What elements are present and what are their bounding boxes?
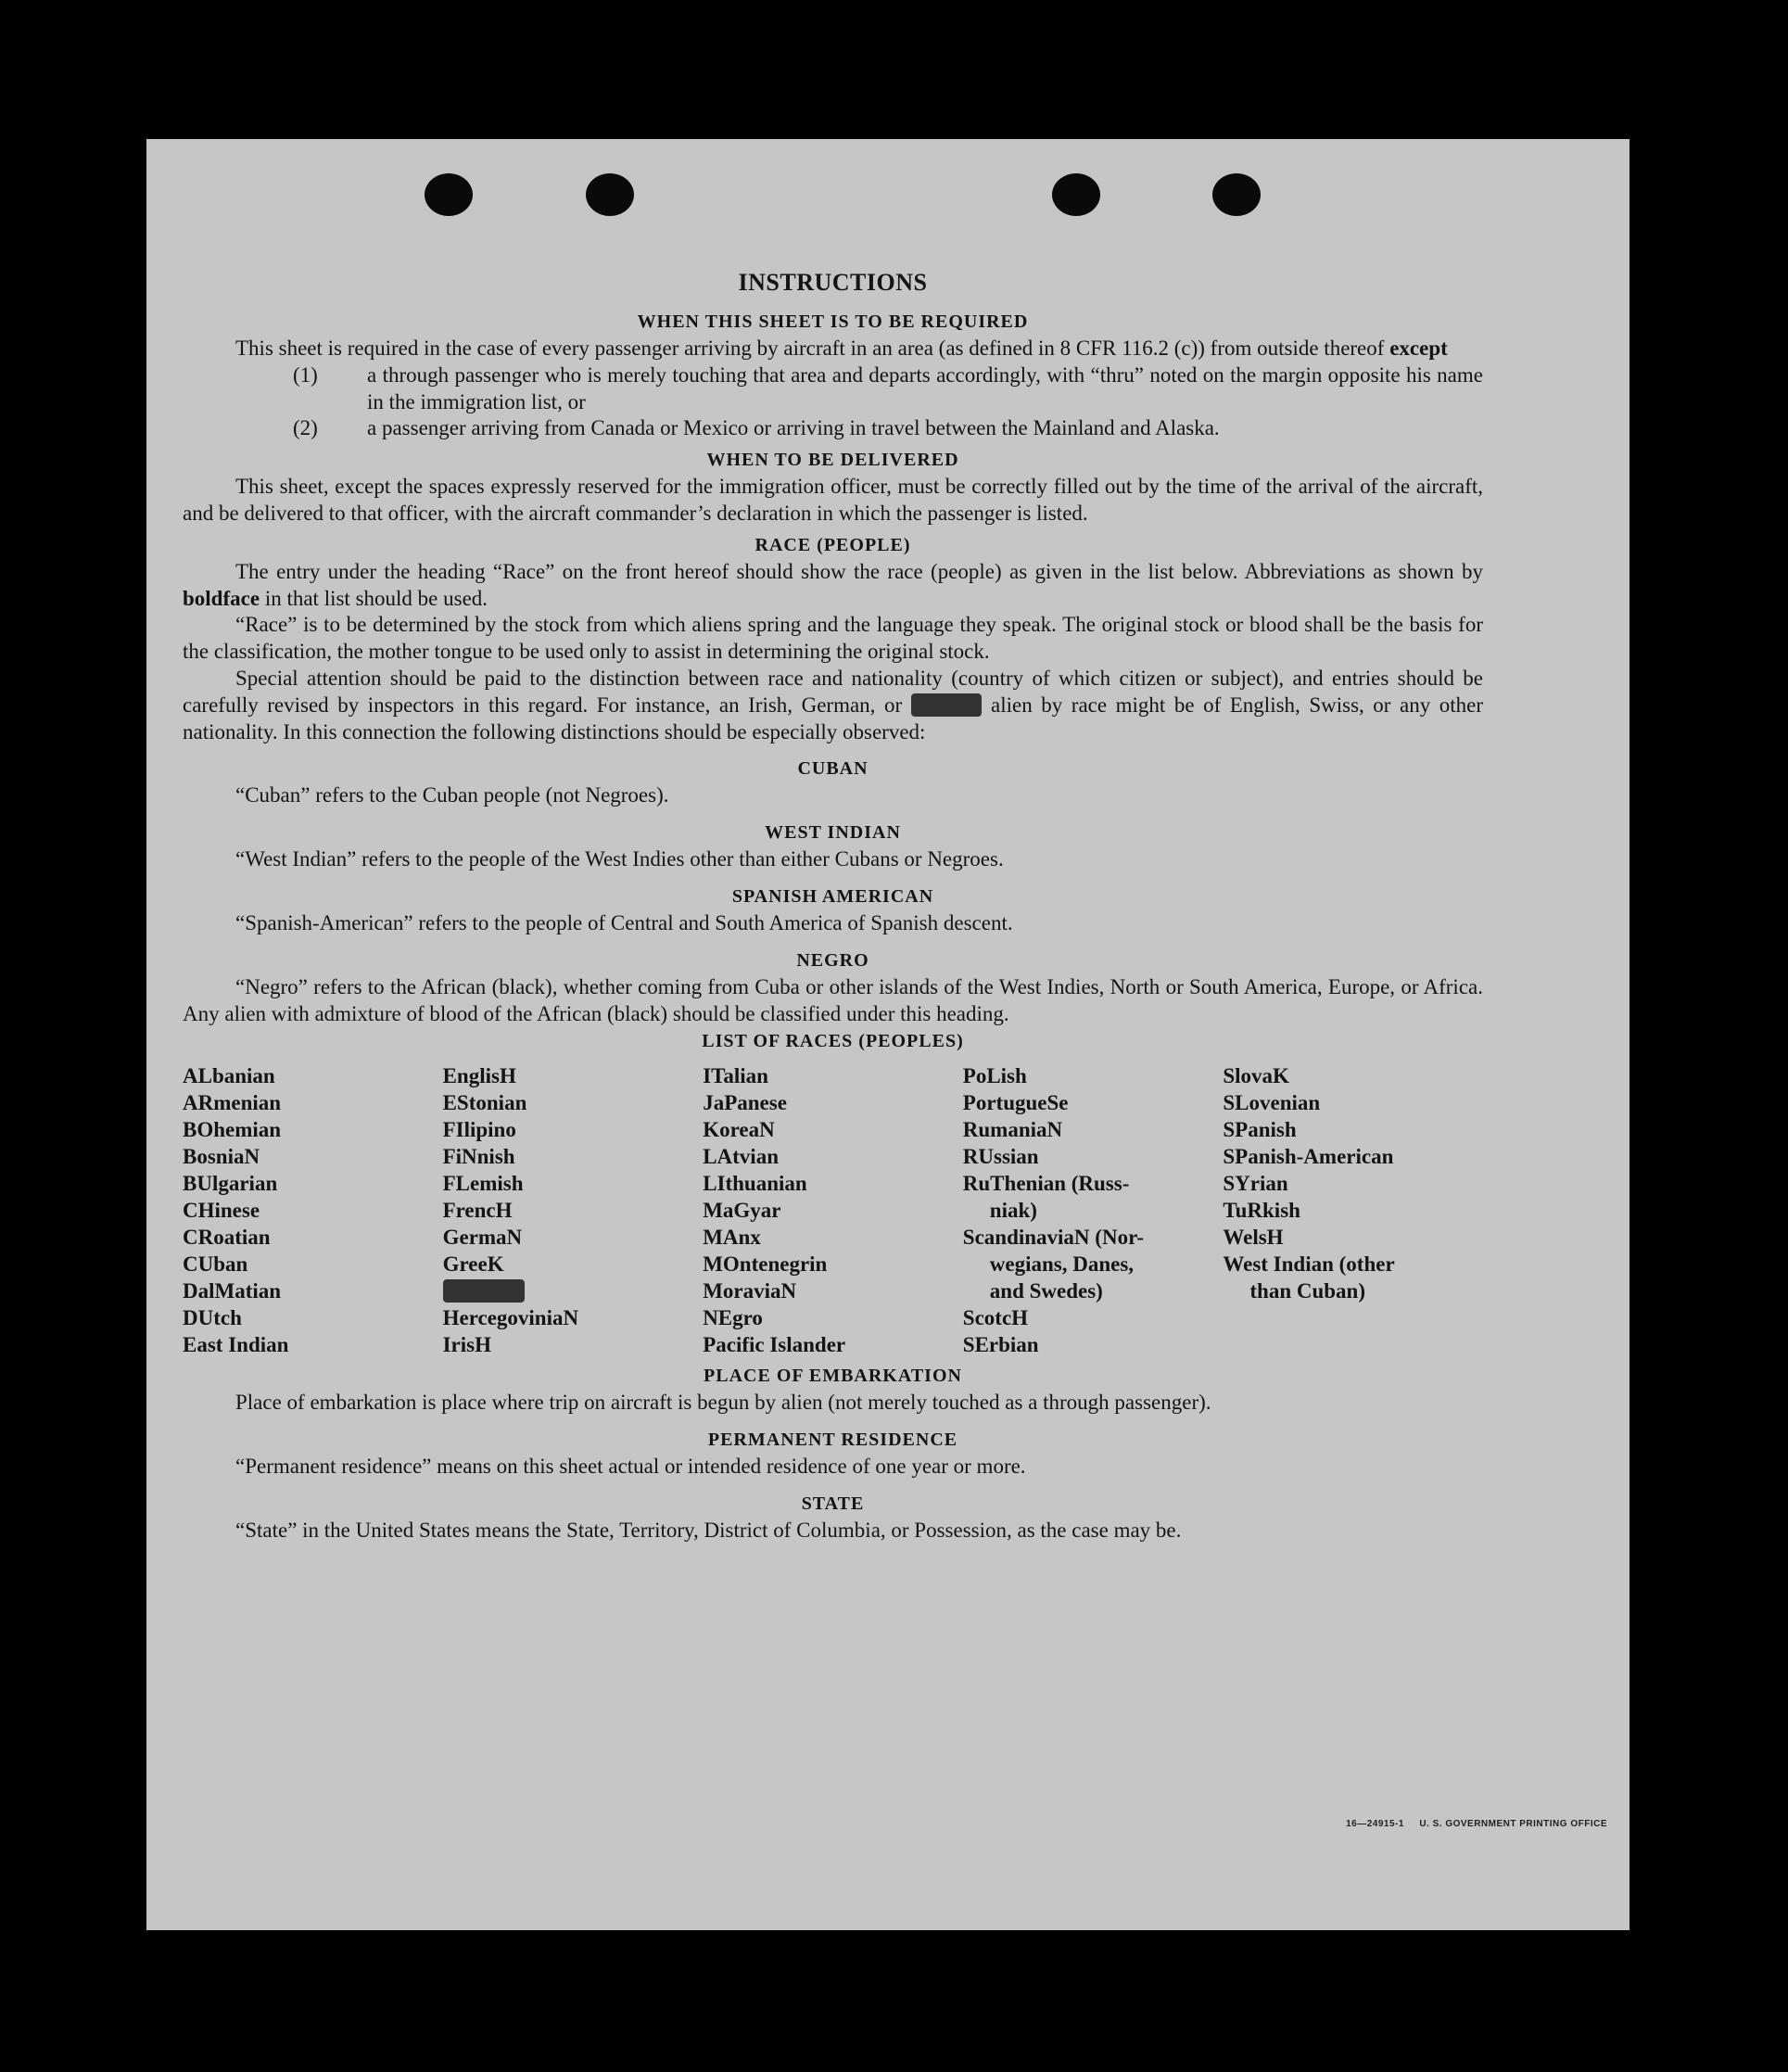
embarkation-text: Place of embarkation is place where trip on aircraft is begun by alien (not merely touched as a through passenger). xyxy=(235,1391,1211,1415)
race-entry: LIthuanian xyxy=(703,1172,807,1196)
race-entry: FrencH xyxy=(442,1199,513,1223)
race-entry: IrisH xyxy=(442,1333,491,1357)
race-entry: CRoatian xyxy=(183,1226,271,1250)
race-entry: FiNnish xyxy=(442,1145,515,1169)
race-paragraph-2: “Race” is to be determined by the stock from which aliens spring and the language they speak. The original stock or blood shall be the basis for the classification, the mother tongue to be used only to assist in determining the original stock. xyxy=(183,613,1483,664)
race-entry: MoraviaN xyxy=(703,1279,797,1303)
instructions-body xyxy=(183,269,1483,1544)
race-entry: wegians, Danes, xyxy=(989,1252,1135,1277)
race-entry: BosniaN xyxy=(183,1145,260,1169)
race-column-4 xyxy=(963,1062,1224,1358)
race-entry: PortugueSe xyxy=(962,1091,1069,1115)
redacted-word: HebreW xyxy=(444,1279,523,1303)
west-indian-text: “West Indian” refers to the people of the West Indies other than either Cubans or Negroes. xyxy=(235,847,1004,871)
heading-state: STATE xyxy=(801,1493,865,1514)
race-entry: SlovaK xyxy=(1223,1064,1289,1088)
heading-race: RACE (PEOPLE) xyxy=(755,534,911,555)
negro-text: “Negro” refers to the African (black), whether coming from Cuba or other islands of the West Indies, North or South America, Europe, or Africa. Any alien with admixture of blood of the African (black) should be classified under this heading. xyxy=(183,974,1483,1025)
race-entry: FLemish xyxy=(442,1172,524,1196)
race-paragraph-1: The entry under the heading “Race” on the front hereof should show the race (people) as given in the list below. Abbreviations as shown by boldface in that list should be used. xyxy=(183,559,1483,610)
race-entry: WelsH xyxy=(1223,1226,1284,1250)
race-entry: HercegoviniaN xyxy=(442,1306,579,1330)
race-paragraph-3: Special attention should be paid to the distinction between race and nationality (country of which citizen or subject), and entries should be carefully revised by inspectors in this regard. For instance, an Irish, German, or Hebrew alien by race might be of English, Swiss, or any other nationality. In this connection the following distinctions should be especially observed: xyxy=(183,666,1484,744)
race-entry: MAnx xyxy=(703,1226,761,1250)
redacted-word: Hebrew xyxy=(912,693,981,717)
race-entry: DalMatian xyxy=(183,1279,282,1303)
race-column-3 xyxy=(703,1062,963,1358)
race-entry: RumaniaN xyxy=(962,1118,1063,1142)
race-entry: EStonian xyxy=(442,1091,527,1115)
race-entry: EnglisH xyxy=(442,1064,516,1088)
page-title: INSTRUCTIONS xyxy=(738,269,928,296)
race-entry: ARmenian xyxy=(183,1091,282,1115)
race-entry: MaGyar xyxy=(703,1199,781,1223)
race-entry: LAtvian xyxy=(703,1145,779,1169)
heading-list-of-races: LIST OF RACES (PEOPLES) xyxy=(702,1031,964,1052)
race-entry: East Indian xyxy=(183,1333,289,1357)
race-entry: ScotcH xyxy=(962,1306,1029,1330)
punch-hole xyxy=(425,173,473,216)
heading-permanent-residence: PERMANENT RESIDENCE xyxy=(707,1430,958,1451)
race-entry: niak) xyxy=(989,1199,1037,1223)
when-required-intro: This sheet is required in the case of every passenger arriving by aircraft in an area (as defined in 8 CFR 116.2 (c)) from outside thereof except xyxy=(235,337,1448,360)
race-entry: CHinese xyxy=(183,1199,260,1223)
race-entry: Pacific Islander xyxy=(703,1333,846,1357)
race-entry: SErbian xyxy=(962,1333,1039,1357)
race-entry: GreeK xyxy=(442,1252,504,1277)
race-list xyxy=(183,1062,1483,1358)
heading-west-indian: WEST INDIAN xyxy=(765,822,901,844)
document-page xyxy=(146,139,1629,1930)
race-entry: MOntenegrin xyxy=(703,1252,828,1277)
race-entry: CUban xyxy=(183,1252,248,1277)
race-entry: NEgro xyxy=(703,1306,763,1330)
heading-spanish-american: SPANISH AMERICAN xyxy=(731,885,934,907)
heading-cuban: CUBAN xyxy=(797,758,869,780)
race-entry: than Cuban) xyxy=(1249,1279,1366,1303)
printer-imprint: 16—24915-1 U. S. GOVERNMENT PRINTING OFFICE xyxy=(1346,1819,1607,1829)
state-text: “State” in the United States means the State, Territory, District of Columbia, or Possession, as the case may be. xyxy=(235,1518,1182,1542)
punch-hole xyxy=(586,173,634,216)
race-column-5 xyxy=(1223,1062,1483,1358)
exception-item-1: (1) a through passenger who is merely touching that area and departs accordingly, with “thru” noted on the margin opposite his name in the immigration list, or xyxy=(293,362,1483,413)
heading-when-required: WHEN THIS SHEET IS TO BE REQUIRED xyxy=(637,311,1029,332)
race-column-1 xyxy=(183,1062,443,1358)
race-entry xyxy=(443,1278,704,1304)
race-entry: TuRkish xyxy=(1223,1199,1300,1223)
race-entry: FIlipino xyxy=(442,1118,516,1142)
heading-embarkation: PLACE OF EMBARKATION xyxy=(704,1366,962,1387)
race-entry: ScandinaviaN (Nor- xyxy=(962,1226,1145,1250)
race-entry: GermaN xyxy=(442,1226,523,1250)
exception-item-2: (2) a passenger arriving from Canada or Mexico or arriving in travel between the Mainland and Alaska. xyxy=(293,416,1220,440)
punch-hole xyxy=(1212,173,1261,216)
race-entry: SYrian xyxy=(1223,1172,1288,1196)
punch-hole xyxy=(1052,173,1100,216)
race-entry: West Indian (other xyxy=(1223,1252,1395,1277)
cuban-text: “Cuban” refers to the Cuban people (not Negroes). xyxy=(235,783,669,807)
race-column-2 xyxy=(443,1062,704,1358)
race-entry: PoLish xyxy=(962,1064,1027,1088)
race-entry: SPanish xyxy=(1223,1118,1297,1142)
race-entry: RuThenian (Russ- xyxy=(962,1172,1130,1196)
race-entry: RUssian xyxy=(962,1145,1039,1169)
heading-when-delivered: WHEN TO BE DELIVERED xyxy=(706,450,959,471)
when-delivered-text: This sheet, except the spaces expressly reserved for the immigration officer, must be correctly filled out by the time of the arrival of the aircraft, and be delivered to that officer, with the aircraft commander’s declaration in which the passenger is listed. xyxy=(183,475,1483,525)
race-entry: JaPanese xyxy=(703,1091,787,1115)
race-entry: ITalian xyxy=(703,1064,768,1088)
race-entry: ALbanian xyxy=(183,1064,275,1088)
residence-text: “Permanent residence” means on this sheet actual or intended residence of one year or more. xyxy=(235,1455,1026,1479)
race-entry: BUlgarian xyxy=(183,1172,278,1196)
race-entry: SLovenian xyxy=(1223,1091,1321,1115)
spanish-american-text: “Spanish-American” refers to the people of Central and South America of Spanish descent. xyxy=(235,910,1013,934)
race-entry: DUtch xyxy=(183,1306,242,1330)
race-entry: and Swedes) xyxy=(989,1279,1103,1303)
heading-negro: NEGRO xyxy=(796,949,869,971)
race-entry: BOhemian xyxy=(183,1118,282,1142)
race-entry: SPanish-American xyxy=(1223,1145,1394,1169)
race-entry: KoreaN xyxy=(703,1118,775,1142)
